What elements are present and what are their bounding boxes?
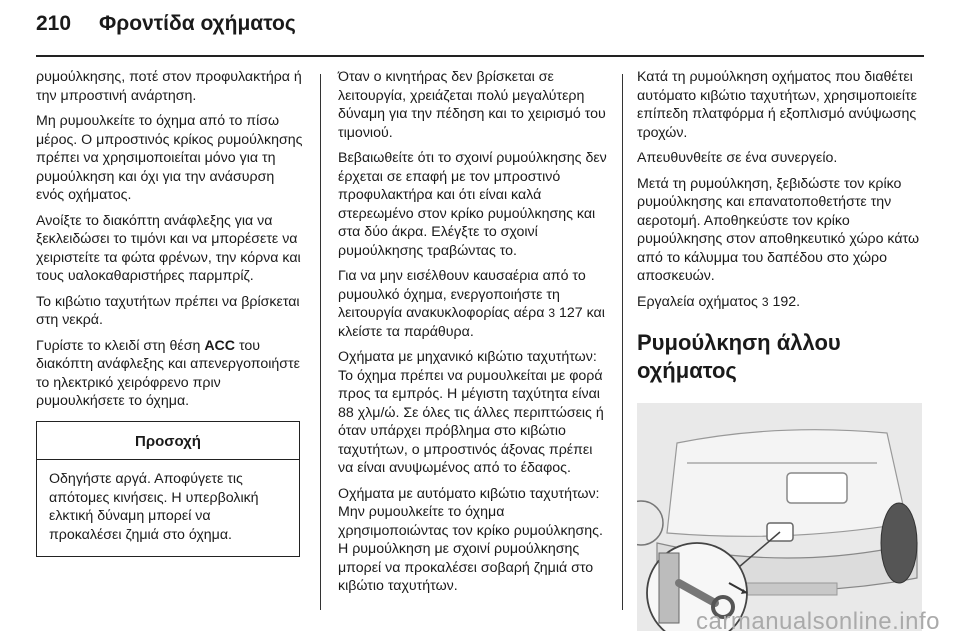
paragraph: Μετά τη ρυμούλκηση, ξεβιδώστε τον κρίκο ρυμούλκησης και επανατοποθετήστε την αεροτομή. Αποθηκεύστε τον κρίκο ρυμούλκησης στον αποθηκευτικό χώρο κάτω από το κάλυμμα του δαπέδου στο χώρο αποσκευών. [637,175,920,284]
paragraph: Γυρίστε το κλειδί στη θέση ACC του διακόπτη ανάφλεξης και απενεργοποιήστε το ηλεκτρικό χειρόφρενο πριν ρυμουλκήσετε το όχημα. [36,337,300,409]
page-header [36,12,296,52]
paragraph: ρυμούλκησης, ποτέ στον προφυλακτήρα ή την μπροστινή ανάρτηση. [36,69,302,104]
tow-hook-illustration [637,403,922,631]
page-number: 210 [36,12,72,35]
paragraph: Οχήματα με αυτόματο κιβώτιο ταχυτήτων: Μην ρυμουλκείτε το όχημα χρησιμοποιώντας τον κρίκο ρυμούλκησης. Η ρυμούλκηση με σχοινί ρυμούλκησης μπορεί να προκαλέσει σοβαρή ζημιά στο κιβώτιο ταχυτήτων. [338,485,603,594]
column-3 [637,68,927,631]
column-2 [338,68,608,603]
watermark: carmanualsonline.info [696,608,940,635]
column-divider [320,74,321,610]
page-reference-icon[interactable]: 3 [761,294,769,309]
acc-key-position: ACC [204,337,236,354]
paragraph: Βεβαιωθείτε ότι το σχοινί ρυμούλκησης δεν έρχεται σε επαφή με τον μπροστινό προφυλακτήρα και ότι είναι καλά στερεωμένο στον κρίκο ρυμούλκησης και στα δύο άκρα. Ελέγξτε το σχοινί ρυμούλκησης τραβώντας το. [338,150,607,259]
column-1 [36,68,306,557]
paragraph: Μη ρυμουλκείτε το όχημα από το πίσω μέρος. Ο μπροστινός κρίκος ρυμούλκησης πρέπει να χρησιμοποιείται μόνο για τη ρυμούλκηση και όχι για την ανάσυρση ενός οχήματος. [36,113,303,203]
paragraph: Για να μην εισέλθουν καυσαέρια από το ρυμουλκό όχημα, ενεργοποιήστε τη λειτουργία ανακυκλοφορίας αέρα 3 127 και κλείστε τα παράθυρα. [338,268,605,340]
paragraph: Όταν ο κινητήρας δεν βρίσκεται σε λειτουργία, χρειάζεται πολύ μεγαλύτερη δύναμη για την πέδηση και το χειρισμό του τιμονιού. [338,69,606,141]
paragraph: Κατά τη ρυμούλκηση οχήματος που διαθέτει αυτόματο κιβώτιο ταχυτήτων, χρησιμοποιείτε επίπεδη πλατφόρμα ή εξοπλισμό ανύψωσης τροχών. [637,69,917,141]
caution-box [36,421,300,558]
paragraph: Απευθυνθείτε σε ένα συνεργείο. [637,150,838,166]
caution-title: Προσοχή [37,422,299,461]
chapter-title: Φροντίδα οχήματος [99,12,296,35]
caution-text: Οδηγήστε αργά. Αποφύγετε τις απότομες κινήσεις. Η υπερβολική ελκτική δύναμη μπορεί να προκαλέσει ζημιά στο όχημα. [49,471,259,543]
section-heading: Ρυμούλκηση άλλου οχήματος [637,330,841,383]
column-divider [622,74,623,610]
paragraph: Ανοίξτε το διακόπτη ανάφλεξης για να ξεκλειδώσει το τιμόνι και να μπορέσετε να χειριστείτε τα φώτα φρένων, την κόρνα και τους υαλοκαθαριστήρες παρμπρίζ. [36,212,301,284]
paragraph: Το κιβώτιο ταχυτήτων πρέπει να βρίσκεται στη νεκρά. [36,293,300,328]
paragraph: Εργαλεία οχήματος 3 192. [637,293,801,310]
header-rule [36,55,924,57]
page-reference-icon[interactable]: 3 [548,306,556,320]
paragraph: Οχήματα με μηχανικό κιβώτιο ταχυτήτων: Το όχημα πρέπει να ρυμουλκείται με φορά προς τα εμπρός. Η μέγιστη ταχύτητα είναι 88 χλμ/ώ. Σε όλες τις άλλες περιπτώσεις ή όταν υπάρχει πρόβλημα στο κιβώτιο ταχυτήτων, ο μπροστινός άξονας πρέπει να είναι ανυψωμένος από το έδαφος. [338,349,604,476]
